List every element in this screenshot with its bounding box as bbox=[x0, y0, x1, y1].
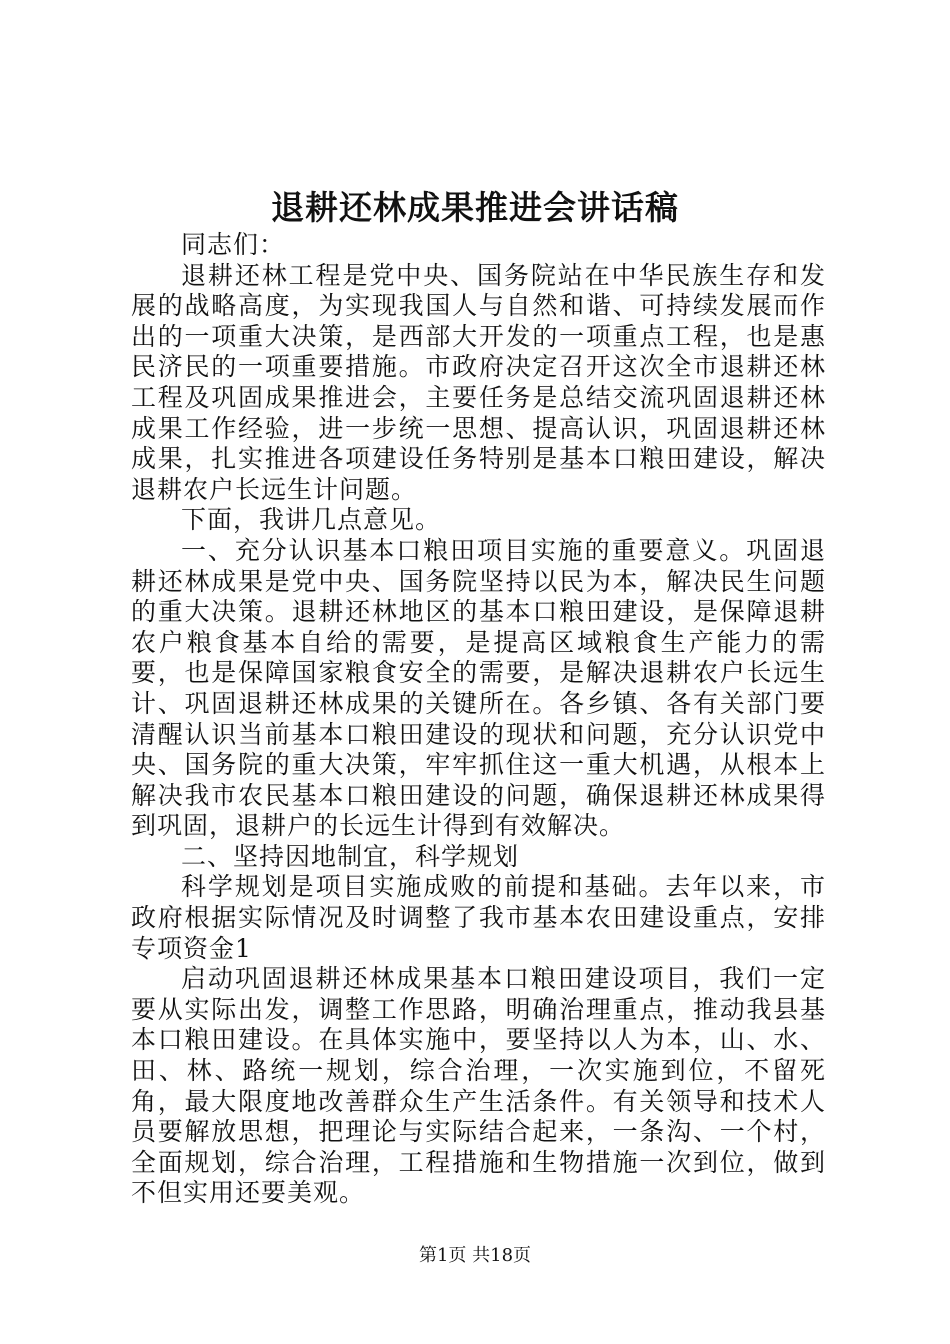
paragraph-intro: 退耕还林工程是党中央、国务院站在中华民族生存和发展的战略高度，为实现我国人与自然和谐、可持续发展而作出的一项重大决策，是西部大开发的一项重点工程，也是惠民济民的一项重要措施。市政府决定召开这次全市退耕还林工程及巩固成果推进会，主要任务是总结交流巩固退耕还林成果工作经验，进一步统一思想、提高认识，巩固退耕还林成果，扎实推进各项建设任务特别是基本口粮田建设，解决退耕农户长远生计问题。 bbox=[131, 260, 826, 504]
paragraph-transition: 下面，我讲几点意见。 bbox=[181, 505, 442, 535]
section-heading-point-two: 二、坚持因地制宜，科学规划 bbox=[181, 841, 520, 871]
document-title: 退耕还林成果推进会讲话稿 bbox=[271, 188, 679, 227]
paragraph-implementation: 启动巩固退耕还林成果基本口粮田建设项目，我们一定要从实际出发，调整工作思路，明确治理重点，推动我县基本口粮田建设。在具体实施中，要坚持以人为本，山、水、田、林、路统一规划，综合治理，一次实施到位，不留死角，最大限度地改善群众生产生活条件。有关领导和技术人员要解放思想，把理论与实际结合起来，一条沟、一个村，全面规划，综合治理，工程措施和生物措施一次到位，做到不但实用还要美观。 bbox=[131, 964, 826, 1208]
document-body bbox=[131, 230, 826, 1209]
paragraph-planning: 科学规划是项目实施成败的前提和基础。去年以来，市政府根据实际情况及时调整了我市基本农田建设重点，安排专项资金1 bbox=[131, 872, 826, 963]
paragraph-point-one: 一、充分认识基本口粮田项目实施的重要意义。巩固退耕还林成果是党中央、国务院坚持以民为本，解决民生问题的重大决策。退耕还林地区的基本口粮田建设，是保障退耕农户粮食基本自给的需要，是提高区域粮食生产能力的需要，也是保障国家粮食安全的需要，是解决退耕农户长远生计、巩固退耕还林成果的关键所在。各乡镇、各有关部门要清醒认识当前基本口粮田建设的现状和问题，充分认识党中央、国务院的重大决策，牢牢抓住这一重大机遇，从根本上解决我市农民基本口粮田建设的问题，确保退耕还林成果得到巩固，退耕户的长远生计得到有效解决。 bbox=[131, 535, 826, 841]
salutation: 同志们： bbox=[181, 230, 286, 259]
page-number-footer: 第1页 共18页 bbox=[418, 1245, 532, 1266]
